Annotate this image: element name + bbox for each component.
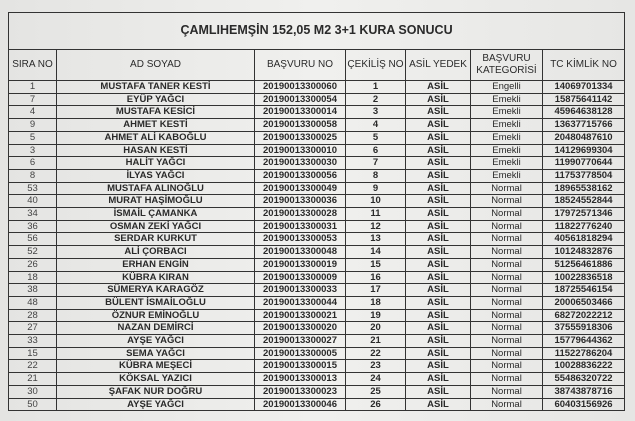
- cell-tc-kimlik-no: 18965538162: [543, 182, 625, 195]
- cell-tc-kimlik-no: 18524552844: [543, 195, 625, 208]
- cell-tc-kimlik-no: 20480487610: [543, 131, 625, 144]
- cell-basvuru-kategorisi: Normal: [471, 296, 543, 309]
- cell-basvuru-kategorisi: Normal: [471, 398, 543, 411]
- cell-basvuru-kategorisi: Normal: [471, 322, 543, 335]
- cell-tc-kimlik-no: 37555918306: [543, 322, 625, 335]
- cell-basvuru-no: 20190013300027: [255, 335, 346, 348]
- cell-asil-yedek: ASİL: [406, 131, 471, 144]
- cell-cekilis-no: 23: [346, 360, 406, 373]
- table-row: [9, 309, 625, 322]
- cell-basvuru-kategorisi: Normal: [471, 335, 543, 348]
- cell-ad-soyad: SERDAR KURKUT: [57, 233, 255, 246]
- cell-cekilis-no: 14: [346, 246, 406, 259]
- cell-basvuru-kategorisi: Normal: [471, 233, 543, 246]
- cell-ad-soyad: KÖKSAL YAZICI: [57, 373, 255, 386]
- cell-tc-kimlik-no: 10022836518: [543, 271, 625, 284]
- cell-asil-yedek: ASİL: [406, 309, 471, 322]
- cell-sira-no: 5: [9, 131, 57, 144]
- table-row: [9, 182, 625, 195]
- cell-basvuru-no: 20190013300044: [255, 296, 346, 309]
- cell-sira-no: 21: [9, 373, 57, 386]
- cell-cekilis-no: 25: [346, 385, 406, 398]
- cell-cekilis-no: 6: [346, 144, 406, 157]
- cell-basvuru-no: 20190013300023: [255, 385, 346, 398]
- table-row: [9, 385, 625, 398]
- cell-sira-no: 3: [9, 144, 57, 157]
- cell-basvuru-no: 20190013300028: [255, 208, 346, 221]
- cell-ad-soyad: AYŞE YAĞCI: [57, 398, 255, 411]
- cell-cekilis-no: 7: [346, 157, 406, 170]
- cell-sira-no: 52: [9, 246, 57, 259]
- cell-basvuru-kategorisi: Engelli: [471, 81, 543, 94]
- cell-cekilis-no: 16: [346, 271, 406, 284]
- cell-tc-kimlik-no: 15779644362: [543, 335, 625, 348]
- cell-basvuru-kategorisi: Normal: [471, 284, 543, 297]
- cell-ad-soyad: HALİT YAĞCI: [57, 157, 255, 170]
- cell-basvuru-no: 20190013300046: [255, 398, 346, 411]
- table-row: [9, 271, 625, 284]
- cell-ad-soyad: ERHAN ENGİN: [57, 258, 255, 271]
- cell-asil-yedek: ASİL: [406, 296, 471, 309]
- cell-sira-no: 22: [9, 360, 57, 373]
- cell-sira-no: 27: [9, 322, 57, 335]
- table-row: [9, 131, 625, 144]
- header-basvuru-no: BAŞVURU NO: [255, 50, 346, 81]
- cell-sira-no: 28: [9, 309, 57, 322]
- cell-basvuru-no: 20190013300053: [255, 233, 346, 246]
- cell-tc-kimlik-no: 55486320722: [543, 373, 625, 386]
- cell-asil-yedek: ASİL: [406, 208, 471, 221]
- cell-basvuru-no: 20190013300054: [255, 93, 346, 106]
- cell-sira-no: 48: [9, 296, 57, 309]
- table-row: [9, 322, 625, 335]
- cell-tc-kimlik-no: 40561818294: [543, 233, 625, 246]
- cell-tc-kimlik-no: 11753778504: [543, 169, 625, 182]
- cell-sira-no: 26: [9, 258, 57, 271]
- cell-cekilis-no: 21: [346, 335, 406, 348]
- cell-basvuru-no: 20190013300030: [255, 157, 346, 170]
- cell-basvuru-kategorisi: Emekli: [471, 144, 543, 157]
- cell-tc-kimlik-no: 60403156926: [543, 398, 625, 411]
- cell-asil-yedek: ASİL: [406, 360, 471, 373]
- cell-basvuru-kategorisi: Emekli: [471, 93, 543, 106]
- cell-asil-yedek: ASİL: [406, 119, 471, 132]
- cell-basvuru-kategorisi: Emekli: [471, 169, 543, 182]
- cell-cekilis-no: 9: [346, 182, 406, 195]
- cell-asil-yedek: ASİL: [406, 195, 471, 208]
- cell-tc-kimlik-no: 45964638128: [543, 106, 625, 119]
- cell-tc-kimlik-no: 11522786204: [543, 347, 625, 360]
- table-row: [9, 106, 625, 119]
- cell-sira-no: 40: [9, 195, 57, 208]
- header-asil-yedek: ASİL YEDEK: [406, 50, 471, 81]
- cell-cekilis-no: 12: [346, 220, 406, 233]
- cell-ad-soyad: EYÜP YAĞCI: [57, 93, 255, 106]
- header-row: [9, 50, 625, 81]
- cell-cekilis-no: 2: [346, 93, 406, 106]
- cell-basvuru-no: 20190013300019: [255, 258, 346, 271]
- cell-tc-kimlik-no: 51256461886: [543, 258, 625, 271]
- cell-sira-no: 50: [9, 398, 57, 411]
- table-row: [9, 373, 625, 386]
- lottery-results-table: [8, 12, 625, 411]
- cell-sira-no: 38: [9, 284, 57, 297]
- cell-ad-soyad: ŞAFAK NUR DOĞRU: [57, 385, 255, 398]
- table-row: [9, 169, 625, 182]
- cell-basvuru-no: 20190013300058: [255, 119, 346, 132]
- cell-basvuru-no: 20190013300049: [255, 182, 346, 195]
- cell-sira-no: 9: [9, 119, 57, 132]
- cell-tc-kimlik-no: 10124832876: [543, 246, 625, 259]
- cell-cekilis-no: 24: [346, 373, 406, 386]
- cell-cekilis-no: 4: [346, 119, 406, 132]
- table-row: [9, 246, 625, 259]
- cell-basvuru-kategorisi: Emekli: [471, 106, 543, 119]
- table-row: [9, 360, 625, 373]
- cell-asil-yedek: ASİL: [406, 169, 471, 182]
- cell-cekilis-no: 5: [346, 131, 406, 144]
- cell-basvuru-no: 20190013300036: [255, 195, 346, 208]
- cell-asil-yedek: ASİL: [406, 373, 471, 386]
- cell-asil-yedek: ASİL: [406, 233, 471, 246]
- cell-asil-yedek: ASİL: [406, 347, 471, 360]
- cell-sira-no: 18: [9, 271, 57, 284]
- cell-cekilis-no: 26: [346, 398, 406, 411]
- cell-asil-yedek: ASİL: [406, 322, 471, 335]
- cell-sira-no: 7: [9, 93, 57, 106]
- cell-sira-no: 8: [9, 169, 57, 182]
- cell-sira-no: 36: [9, 220, 57, 233]
- header-ad-soyad: AD SOYAD: [57, 50, 255, 81]
- cell-sira-no: 15: [9, 347, 57, 360]
- cell-basvuru-kategorisi: Emekli: [471, 119, 543, 132]
- header-sira-no: SIRA NO: [9, 50, 57, 81]
- cell-ad-soyad: NAZAN DEMİRCİ: [57, 322, 255, 335]
- cell-cekilis-no: 18: [346, 296, 406, 309]
- table-row: [9, 144, 625, 157]
- cell-basvuru-no: 20190013300048: [255, 246, 346, 259]
- cell-cekilis-no: 17: [346, 284, 406, 297]
- cell-sira-no: 1: [9, 81, 57, 94]
- table-row: [9, 93, 625, 106]
- table-row: [9, 81, 625, 94]
- cell-asil-yedek: ASİL: [406, 106, 471, 119]
- header-cekilis-no: ÇEKİLİŞ NO: [346, 50, 406, 81]
- cell-cekilis-no: 10: [346, 195, 406, 208]
- cell-ad-soyad: AYŞE YAĞCI: [57, 335, 255, 348]
- table-row: [9, 296, 625, 309]
- table-row: [9, 119, 625, 132]
- cell-asil-yedek: ASİL: [406, 385, 471, 398]
- cell-asil-yedek: ASİL: [406, 220, 471, 233]
- cell-cekilis-no: 20: [346, 322, 406, 335]
- cell-sira-no: 30: [9, 385, 57, 398]
- cell-basvuru-kategorisi: Normal: [471, 385, 543, 398]
- cell-tc-kimlik-no: 20006503466: [543, 296, 625, 309]
- cell-sira-no: 33: [9, 335, 57, 348]
- cell-basvuru-no: 20190013300033: [255, 284, 346, 297]
- cell-basvuru-kategorisi: Emekli: [471, 131, 543, 144]
- header-basvuru-kategorisi: BAŞVURU KATEGORİSİ: [471, 50, 543, 81]
- table-row: [9, 208, 625, 221]
- cell-sira-no: 53: [9, 182, 57, 195]
- cell-basvuru-no: 20190013300020: [255, 322, 346, 335]
- table-row: [9, 284, 625, 297]
- cell-basvuru-no: 20190013300014: [255, 106, 346, 119]
- cell-cekilis-no: 8: [346, 169, 406, 182]
- cell-basvuru-kategorisi: Normal: [471, 347, 543, 360]
- cell-asil-yedek: ASİL: [406, 335, 471, 348]
- cell-ad-soyad: KÜBRA KIRAN: [57, 271, 255, 284]
- cell-basvuru-kategorisi: Normal: [471, 182, 543, 195]
- cell-ad-soyad: SEMA YAĞCI: [57, 347, 255, 360]
- cell-basvuru-kategorisi: Normal: [471, 373, 543, 386]
- cell-cekilis-no: 3: [346, 106, 406, 119]
- cell-ad-soyad: İSMAİL ÇAMANKA: [57, 208, 255, 221]
- cell-basvuru-kategorisi: Normal: [471, 258, 543, 271]
- cell-tc-kimlik-no: 17972571346: [543, 208, 625, 221]
- table-row: [9, 258, 625, 271]
- cell-ad-soyad: MUSTAFA ALINOĞLU: [57, 182, 255, 195]
- cell-tc-kimlik-no: 13637715766: [543, 119, 625, 132]
- table-title: ÇAMLIHEMŞİN 152,05 M2 3+1 KURA SONUCU: [9, 13, 625, 50]
- cell-sira-no: 34: [9, 208, 57, 221]
- cell-ad-soyad: AHMET KESTİ: [57, 119, 255, 132]
- cell-basvuru-no: 20190013300025: [255, 131, 346, 144]
- cell-asil-yedek: ASİL: [406, 271, 471, 284]
- cell-asil-yedek: ASİL: [406, 182, 471, 195]
- cell-asil-yedek: ASİL: [406, 284, 471, 297]
- cell-basvuru-no: 20190013300015: [255, 360, 346, 373]
- cell-cekilis-no: 19: [346, 309, 406, 322]
- cell-basvuru-kategorisi: Normal: [471, 360, 543, 373]
- table-row: [9, 220, 625, 233]
- cell-sira-no: 4: [9, 106, 57, 119]
- cell-basvuru-no: 20190013300010: [255, 144, 346, 157]
- cell-asil-yedek: ASİL: [406, 93, 471, 106]
- cell-ad-soyad: MURAT HAŞİMOĞLU: [57, 195, 255, 208]
- cell-tc-kimlik-no: 18725546154: [543, 284, 625, 297]
- cell-basvuru-kategorisi: Normal: [471, 220, 543, 233]
- cell-basvuru-no: 20190013300005: [255, 347, 346, 360]
- table-row: [9, 233, 625, 246]
- table-row: [9, 195, 625, 208]
- cell-cekilis-no: 11: [346, 208, 406, 221]
- cell-tc-kimlik-no: 11822776240: [543, 220, 625, 233]
- cell-tc-kimlik-no: 38743878716: [543, 385, 625, 398]
- cell-cekilis-no: 1: [346, 81, 406, 94]
- cell-basvuru-no: 20190013300060: [255, 81, 346, 94]
- cell-basvuru-no: 20190013300031: [255, 220, 346, 233]
- cell-asil-yedek: ASİL: [406, 258, 471, 271]
- cell-cekilis-no: 13: [346, 233, 406, 246]
- cell-sira-no: 6: [9, 157, 57, 170]
- cell-tc-kimlik-no: 68272022212: [543, 309, 625, 322]
- cell-basvuru-kategorisi: Normal: [471, 271, 543, 284]
- cell-ad-soyad: ÖZNUR EMİNOĞLU: [57, 309, 255, 322]
- cell-basvuru-no: 20190013300021: [255, 309, 346, 322]
- cell-ad-soyad: HASAN KESTİ: [57, 144, 255, 157]
- cell-tc-kimlik-no: 14069701334: [543, 81, 625, 94]
- cell-asil-yedek: ASİL: [406, 157, 471, 170]
- cell-tc-kimlik-no: 14129699304: [543, 144, 625, 157]
- cell-ad-soyad: BÜLENT İSMAİLOĞLU: [57, 296, 255, 309]
- cell-basvuru-kategorisi: Normal: [471, 246, 543, 259]
- cell-ad-soyad: SÜMERYA KARAGÖZ: [57, 284, 255, 297]
- cell-basvuru-no: 20190013300009: [255, 271, 346, 284]
- cell-asil-yedek: ASİL: [406, 144, 471, 157]
- cell-cekilis-no: 22: [346, 347, 406, 360]
- cell-ad-soyad: KÜBRA MEŞECİ: [57, 360, 255, 373]
- cell-cekilis-no: 15: [346, 258, 406, 271]
- table-row: [9, 335, 625, 348]
- cell-ad-soyad: OSMAN ZEKİ YAĞCI: [57, 220, 255, 233]
- cell-basvuru-kategorisi: Normal: [471, 309, 543, 322]
- cell-ad-soyad: MUSTAFA TANER KESTİ: [57, 81, 255, 94]
- cell-tc-kimlik-no: 11990770644: [543, 157, 625, 170]
- cell-ad-soyad: İLYAS YAĞCI: [57, 169, 255, 182]
- cell-basvuru-no: 20190013300056: [255, 169, 346, 182]
- cell-tc-kimlik-no: 10028836222: [543, 360, 625, 373]
- cell-basvuru-kategorisi: Normal: [471, 208, 543, 221]
- cell-basvuru-kategorisi: Normal: [471, 195, 543, 208]
- cell-asil-yedek: ASİL: [406, 398, 471, 411]
- table-row: [9, 347, 625, 360]
- cell-asil-yedek: ASİL: [406, 246, 471, 259]
- cell-tc-kimlik-no: 15875641142: [543, 93, 625, 106]
- cell-sira-no: 56: [9, 233, 57, 246]
- cell-ad-soyad: MUSTAFA KESİCİ: [57, 106, 255, 119]
- table-row: [9, 157, 625, 170]
- table-row: [9, 398, 625, 411]
- cell-asil-yedek: ASİL: [406, 81, 471, 94]
- cell-ad-soyad: AHMET ALİ KABOĞLU: [57, 131, 255, 144]
- cell-basvuru-no: 20190013300013: [255, 373, 346, 386]
- cell-ad-soyad: ALİ ÇORBACI: [57, 246, 255, 259]
- cell-basvuru-kategorisi: Emekli: [471, 157, 543, 170]
- header-tc-kimlik-no: TC KİMLİK NO: [543, 50, 625, 81]
